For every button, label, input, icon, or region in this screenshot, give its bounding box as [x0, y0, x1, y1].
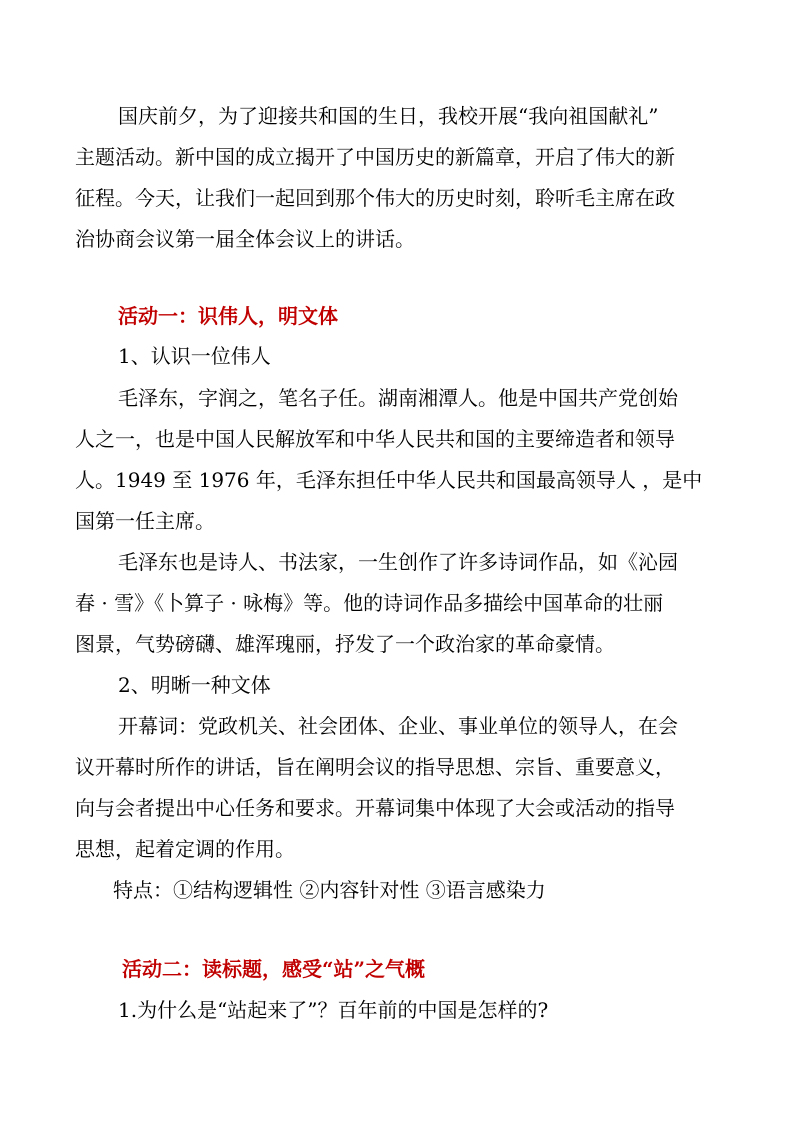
bio-line-3: 人。1949 至 1976 年，毛泽东担任中华人民共和国最高领导人 ，是中 [75, 468, 703, 492]
genre-line-3: 向与会者提出中心任务和要求。开幕词集中体现了大会或活动的指导 [75, 796, 675, 820]
poet-line-1: 毛泽东也是诗人、书法家，一生创作了许多诗词作品，如《沁园 [118, 550, 678, 574]
bio-line-2: 人之一，也是中国人民解放军和中华人民共和国的主要缔造者和领导 [75, 427, 675, 451]
poet-line-3: 图景，气势磅礴、雄浑瑰丽，抒发了一个政治家的革命豪情。 [75, 632, 615, 656]
genre-line-4: 思想，起着定调的作用。 [75, 837, 295, 861]
intro-line-1: 国庆前夕，为了迎接共和国的生日，我校开展“我向祖国献礼” [118, 104, 659, 128]
activity2-question: 1.为什么是“站起来了”？百年前的中国是怎样的? [118, 998, 549, 1022]
activity1-subheading-2: 2、明晰一种文体 [118, 673, 271, 697]
bio-line-4: 国第一任主席。 [75, 509, 215, 533]
bio-line-1: 毛泽东，字润之，笔名子任。湖南湘潭人。他是中国共产党创始 [118, 386, 678, 410]
poet-line-2: 春 · 雪》《卜算子 · 咏梅》等。他的诗词作品多描绘中国革命的壮丽 [75, 591, 664, 615]
intro-line-4: 治协商会议第一届全体会议上的讲话。 [75, 227, 415, 251]
activity1-subheading-1: 1、认识一位伟人 [118, 344, 271, 368]
features-line: 特点：①结构逻辑性 ②内容针对性 ③语言感染力 [113, 878, 546, 902]
genre-line-1: 开幕词：党政机关、社会团体、企业、事业单位的领导人，在会 [118, 714, 678, 738]
activity1-heading: 活动一：识伟人，明文体 [118, 304, 338, 328]
intro-line-2: 主题活动。新中国的成立揭开了中国历史的新篇章，开启了伟大的新 [75, 145, 675, 169]
activity2-heading: 活动二：读标题，感受“站”之气概 [122, 957, 426, 981]
intro-line-3: 征程。今天，让我们一起回到那个伟大的历史时刻，聆听毛主席在政 [75, 186, 675, 210]
genre-line-2: 议开幕时所作的讲话，旨在阐明会议的指导思想、宗旨、重要意义， [75, 755, 675, 779]
